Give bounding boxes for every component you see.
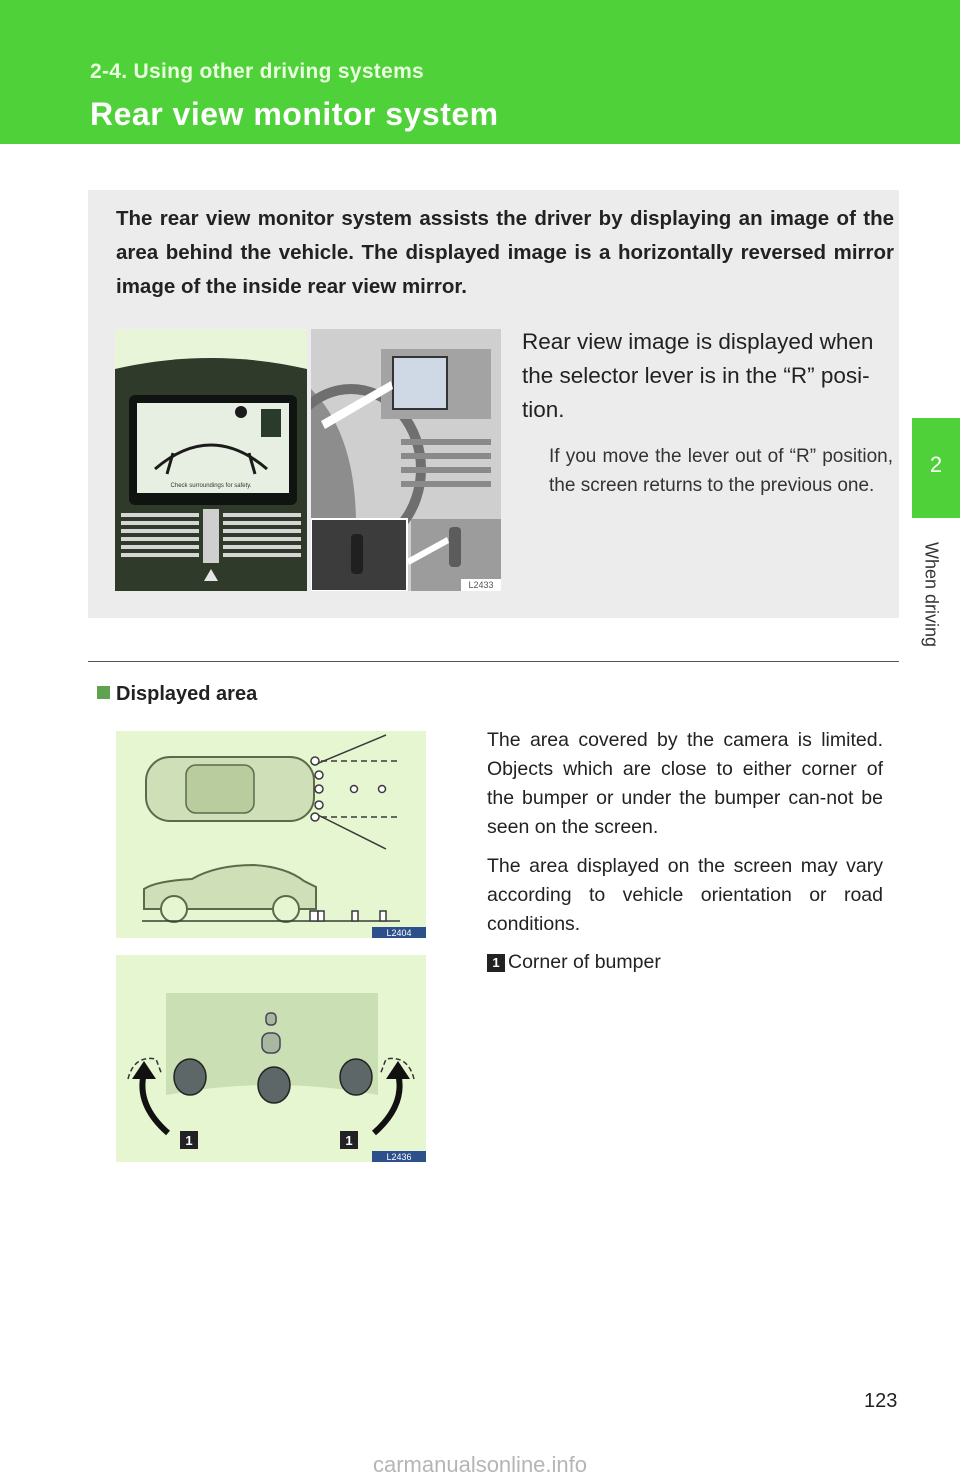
chapter-label: [916, 534, 946, 664]
page-title: Rear view monitor system: [90, 96, 499, 132]
section-divider: [88, 661, 899, 662]
figure-code-bottom: L2436: [386, 1152, 412, 1162]
callout-1-right-number: 1: [345, 1133, 353, 1148]
displayed-area-paragraph-1: The area covered by the camera is limited. Objects which are close to either corner of the bumper or under the bumper can-not be seen on the screen.: [487, 729, 883, 838]
figure-code-intro: L2433: [468, 580, 494, 590]
screen-view-figure: [116, 955, 426, 1162]
displayed-area-heading-text: Displayed area: [116, 683, 258, 705]
displayed-area-heading: [97, 683, 257, 706]
callout-1-left-number: 1: [185, 1133, 193, 1148]
chapter-tab[interactable]: [912, 418, 960, 518]
legend-item: [487, 951, 661, 974]
rear-view-text: Rear view image is displayed when the selector lever is in the “R” posi-tion.: [522, 329, 874, 422]
page-number: 123: [864, 1390, 898, 1412]
chapter-label-text: When driving: [921, 541, 942, 648]
intro-text: The rear view monitor system assists the driver by displaying an image of the area behind the vehicle. The displayed image is a horizontally reversed mirror image of the inside rear view mirror.: [116, 207, 894, 298]
monitor-illustration: [115, 329, 307, 591]
heading-bullet-icon: [97, 686, 110, 699]
watermark: carmanualsonline.info: [372, 1452, 588, 1477]
camera-range-figure: [116, 731, 426, 938]
section-title: 2-4. Using other driving systems: [90, 60, 425, 83]
legend-number: 1: [487, 954, 505, 972]
displayed-area-paragraph-2: The area displayed on the screen may vary according to vehicle orientation or road conditions.: [487, 855, 883, 935]
figure-code-top: L2404: [386, 928, 412, 938]
dashboard-illustration: [311, 329, 501, 591]
page-header: [0, 0, 960, 144]
legend-label: Corner of bumper: [508, 951, 661, 973]
lever-note: If you move the lever out of “R” position, the screen returns to the previous one.: [549, 446, 893, 496]
screen-caption: Check surroundings for safety.: [170, 483, 252, 489]
chapter-tab-number: 2: [929, 452, 943, 477]
